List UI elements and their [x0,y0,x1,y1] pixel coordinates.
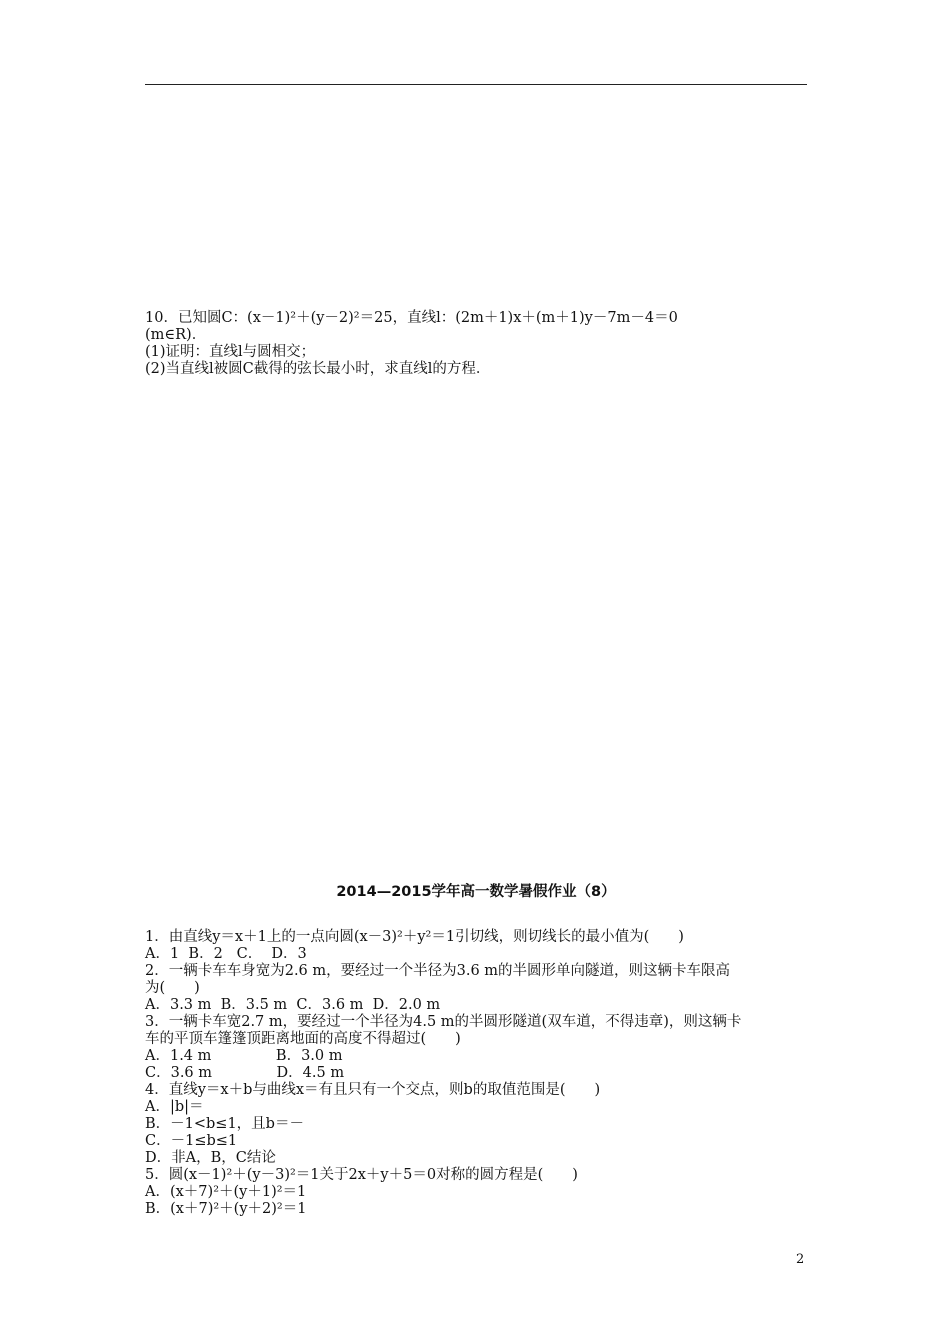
question-line: D．非A，B，C结论 [145,1150,276,1166]
question-10-line: (1)证明：直线l与圆相交； [145,344,316,360]
question-10-line: (m∈R)． [145,327,207,343]
question-10-line: 10．已知圆C：(x－1)²＋(y－2)²＝25，直线l：(2m＋1)x＋(m＋1)y－7m－4＝0 [145,310,678,326]
question-line: 1．由直线y＝x＋1上的一点向圆(x－3)²＋y²＝1引切线，则切线长的最小值为( ) [145,929,684,945]
question-line: B．－1<b≤1，且b＝－ [145,1116,304,1132]
question-line: C．3.6 m D．4.5 m [145,1065,345,1081]
header-rule [145,84,807,85]
question-line: A．|b|＝ [145,1099,204,1115]
question-line: A．1.4 m B．3.0 m [145,1048,343,1064]
question-line: 为( ) [145,980,200,996]
question-10 [145,310,815,378]
question-line: A．(x＋7)²＋(y＋1)²＝1 [145,1184,307,1200]
question-line: A．1 B．2 C． D．3 [145,946,307,962]
question-list [145,929,815,1218]
section-title: 2014—2015学年高一数学暑假作业（8） [336,884,616,900]
question-line: 3．一辆卡车宽2.7 m，要经过一个半径为4.5 m的半圆形隧道(双车道，不得违章)，则这辆卡 [145,1014,742,1030]
question-line: B．(x＋7)²＋(y＋2)²＝1 [145,1201,307,1217]
page-number: 2 [796,1252,805,1267]
question-line: 4．直线y＝x＋b与曲线x＝有且只有一个交点，则b的取值范围是( ) [145,1082,601,1098]
question-line: 2．一辆卡车车身宽为2.6 m，要经过一个半径为3.6 m的半圆形单向隧道，则这辆卡车限高 [145,963,731,979]
question-line: A．3.3 m B．3.5 m C．3.6 m D．2.0 m [145,997,441,1013]
question-line: 5．圆(x－1)²＋(y－3)²＝1关于2x＋y＋5＝0对称的圆方程是( ) [145,1167,578,1183]
question-10-line: (2)当直线l被圆C截得的弦长最小时，求直线l的方程． [145,361,491,377]
question-line: 车的平顶车篷篷顶距离地面的高度不得超过( ) [145,1031,461,1047]
question-line: C．－1≤b≤1 [145,1133,238,1149]
